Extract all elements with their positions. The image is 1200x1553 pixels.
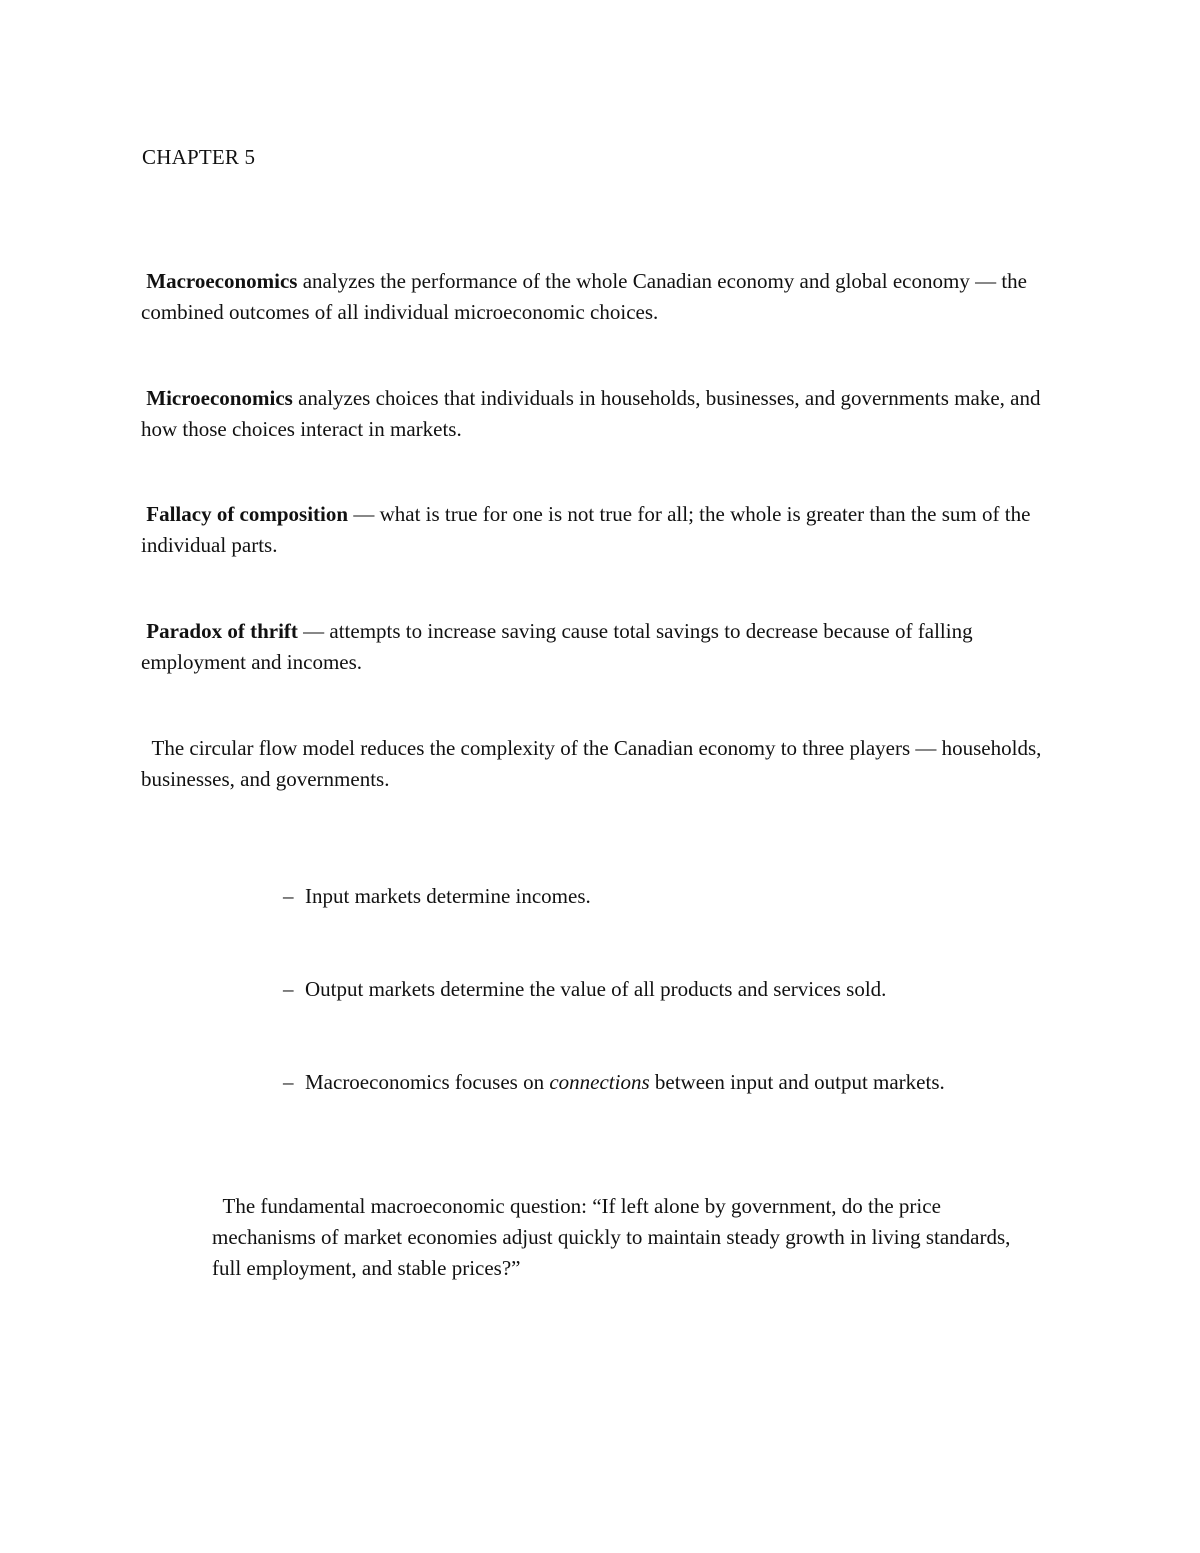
dash-bullet: –: [283, 884, 294, 908]
definition-text: analyzes the performance of the whole Canadian economy and global economy — the combined outcomes of all individual microeconomic choices.: [141, 269, 1033, 324]
term-macroeconomics: Macroeconomics: [146, 269, 298, 293]
chapter-heading: CHAPTER 5: [142, 145, 256, 169]
definition-paradox-of-thrift: [141, 616, 1071, 678]
bullet-item-output-markets: [283, 974, 1083, 1005]
dash-bullet: –: [283, 977, 294, 1001]
term-microeconomics: Microeconomics: [146, 386, 293, 410]
dash-bullet: –: [283, 1070, 294, 1094]
definition-microeconomics: [141, 383, 1071, 445]
bullet-item-input-markets: [283, 881, 1083, 912]
fundamental-question: The fundamental macroeconomic question: “If left alone by government, do the price mechanisms of market economies adjust quickly to maintain steady growth in living standards, full employment, and stable prices?”: [212, 1194, 1016, 1280]
term-paradox-of-thrift: Paradox of thrift: [146, 619, 298, 643]
bullet-text: between input and output markets.: [649, 1070, 945, 1094]
term-fallacy-of-composition: Fallacy of composition: [146, 502, 349, 526]
emphasis-connections: connections: [549, 1070, 650, 1094]
definition-text: — attempts to increase saving cause total savings to decrease because of falling employment and incomes.: [141, 619, 978, 674]
circular-flow-paragraph: The circular flow model reduces the complexity of the Canadian economy to three players — households, businesses, and governments.: [141, 736, 1047, 791]
bullet-text: Output markets determine the value of all products and services sold.: [305, 977, 887, 1001]
definition-text: — what is true for one is not true for all; the whole is greater than the sum of the individual parts.: [141, 502, 1036, 557]
bullet-text: Input markets determine incomes.: [305, 884, 591, 908]
bullet-text: Macroeconomics focuses on: [305, 1070, 550, 1094]
definition-text: analyzes choices that individuals in households, businesses, and governments make, and how those choices interact in markets.: [141, 386, 1046, 441]
definition-macroeconomics: [141, 266, 1071, 328]
bullet-item-connections: [283, 1067, 1083, 1098]
definition-fallacy-of-composition: [141, 499, 1071, 561]
